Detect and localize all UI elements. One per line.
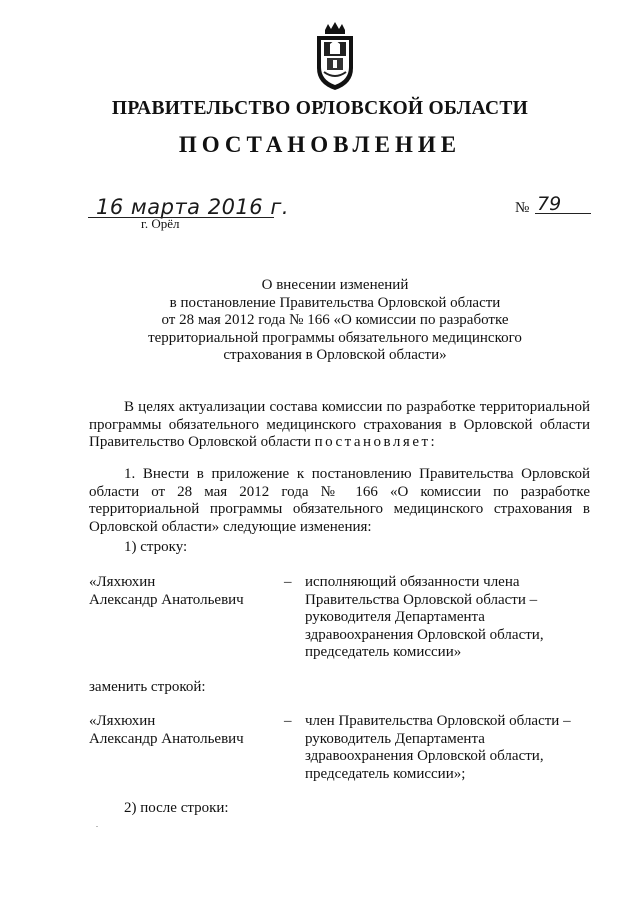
sub-item-2: 2) после строки: — [124, 800, 229, 816]
government-heading: ПРАВИТЕЛЬСТВО ОРЛОВСКОЙ ОБЛАСТИ — [111, 98, 529, 119]
preamble-verb: постановляет: — [314, 434, 438, 450]
name-line: «Ляхюхин — [89, 574, 156, 590]
old-row-name — [89, 574, 274, 609]
replace-with-label: заменить строкой: — [89, 679, 206, 695]
new-row-dash: – — [284, 713, 292, 729]
desc-line: здравоохранения Орловской области, — [305, 748, 544, 764]
name-line: «Ляхюхин — [89, 713, 156, 729]
desc-line: здравоохранения Орловской области, — [305, 626, 544, 643]
date-underline — [88, 217, 274, 218]
handwritten-number: 79 — [537, 193, 562, 215]
old-row-description — [305, 574, 585, 662]
name-line: Александр Анатольевич — [89, 591, 244, 608]
desc-line: руководитель Департамента — [305, 730, 485, 747]
title-line: территориальной программы обязательного медицинского — [148, 329, 522, 346]
title-line: от 28 мая 2012 года № 166 «О комиссии по разработке — [161, 312, 509, 328]
handwritten-date: 16 марта 2016 г. — [96, 195, 290, 219]
coat-of-arms-emblem — [312, 20, 358, 92]
desc-line: член Правительства Орловской области – — [305, 713, 571, 729]
document-type-heading: ПОСТАНОВЛЕНИЕ — [178, 132, 462, 157]
scan-speck — [96, 826, 98, 827]
name-line: Александр Анатольевич — [89, 730, 244, 747]
desc-line: Правительства Орловской области – — [305, 591, 538, 608]
desc-line: исполняющий обязанности члена — [305, 574, 520, 590]
desc-line: руководителя Департамента — [305, 609, 485, 625]
document-title — [120, 277, 550, 365]
item-1-paragraph: 1. Внести в приложение к постановлению Правительства Орловской области от 28 мая 2012 года № 166 «О комиссии по разработке территориальной программы обязательного медицинского страхования в Орловской области» следующие изменения: — [89, 466, 590, 535]
preamble-text: В целях актуализации состава комиссии по разработке территориальной программы обязательного медицинского страхования в Орловской области Правительство Орловской области — [89, 399, 590, 450]
title-line: О внесении изменений — [261, 277, 409, 293]
title-line: страхования в Орловской области» — [223, 347, 447, 363]
title-line: в постановление Правительства Орловской области — [169, 294, 501, 311]
old-row-dash: – — [284, 574, 292, 590]
new-row-name — [89, 713, 274, 748]
number-underline — [535, 213, 591, 214]
preamble-paragraph — [89, 399, 590, 452]
number-label: № — [515, 200, 530, 216]
new-row-description — [305, 713, 585, 783]
desc-line: председатель комиссии»; — [305, 765, 466, 782]
desc-line: председатель комиссии» — [305, 644, 462, 660]
city-label: г. Орёл — [141, 216, 180, 231]
sub-item-1: 1) строку: — [124, 539, 188, 555]
